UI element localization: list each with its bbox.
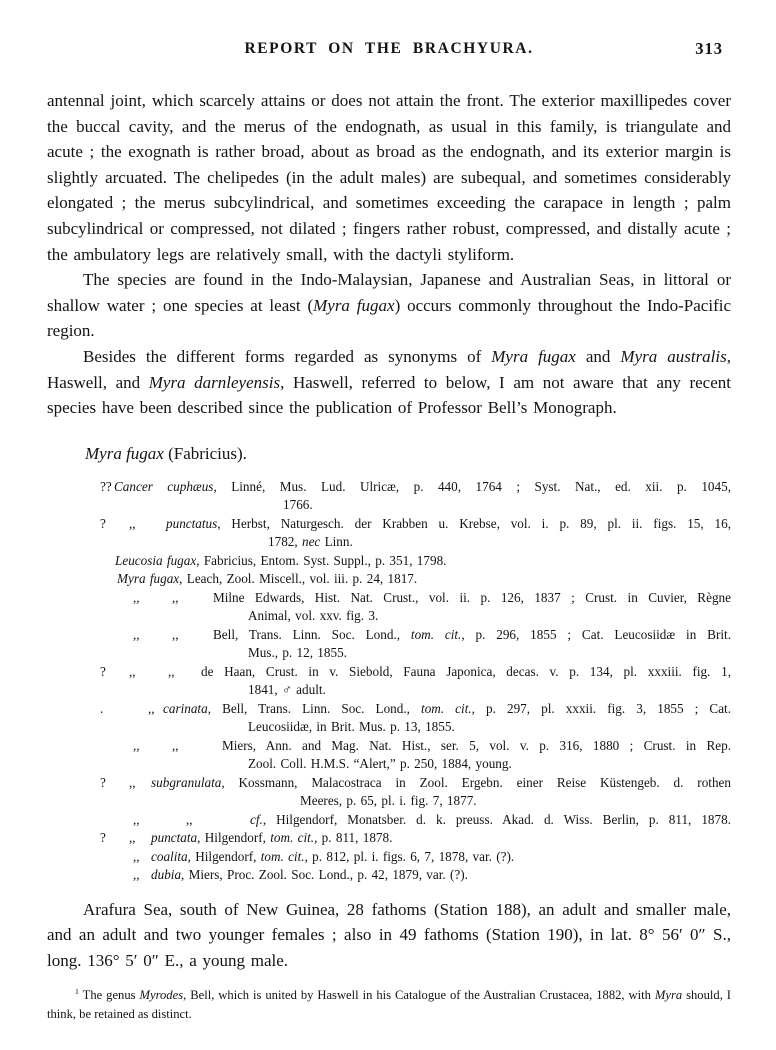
text-run: Myra fugax	[313, 295, 395, 315]
text-run: dubia	[151, 867, 182, 883]
synonymy-line	[100, 811, 731, 830]
text-run: , Bell, which is united by Haswell in his Catalogue of the Australian Crustacea, 1882, with	[183, 987, 655, 1002]
synonymy-line	[100, 570, 731, 589]
synonymy-line	[100, 607, 731, 626]
text-run: ?	[100, 515, 106, 531]
text-run: ?	[100, 774, 106, 790]
text-run: ,,	[133, 589, 140, 605]
paragraph-morphology	[47, 88, 731, 267]
text-run: ,,	[172, 737, 179, 753]
text-run: Leucosia fugax	[115, 552, 197, 568]
page-number: 313	[695, 39, 723, 58]
text-run: ,,	[129, 663, 136, 679]
text-run: , Hilgendorf, Monatsber. d. k. preuss. Akad. d. Wiss. Berlin, p. 811, 1878.	[262, 811, 731, 827]
text-run: , Kossmann, Malacostraca in Zool. Ergebn. einer Reise Küstengeb. d. rothen	[221, 774, 731, 790]
text-run: Myra fugax	[85, 443, 164, 463]
text-run: 1766.	[283, 497, 313, 513]
text-run: , p. 811, 1878.	[314, 830, 393, 846]
text-run: Myra australis	[620, 346, 727, 366]
synonymy-line	[100, 700, 731, 719]
text-run: Milne Edwards, Hist. Nat. Crust., vol. ii. p. 126, 1837 ; Crust. in Cuvier, Règne	[213, 589, 731, 605]
synonymy-line	[100, 681, 731, 700]
locality-paragraph	[47, 897, 731, 974]
page-header	[47, 40, 731, 62]
text-run: Myra fugax	[491, 346, 576, 366]
text-run: Bell, Trans. Linn. Soc. Lond.,	[213, 626, 411, 642]
text-run: .	[100, 700, 104, 716]
page-body	[47, 88, 731, 1024]
synonymy-line	[100, 626, 731, 645]
text-run: Meeres, p. 65, pl. i. fig. 7, 1877.	[300, 793, 477, 809]
text-run: (Fabricius).	[163, 443, 247, 463]
text-run: tom. cit.	[421, 700, 472, 716]
synonymy-line	[100, 755, 731, 774]
text-run: Cancer cuphæus	[114, 478, 214, 494]
text-run: ?	[100, 830, 106, 846]
synonymy-line	[100, 737, 731, 756]
text-run: de Haan, Crust. in v. Siebold, Fauna Japonica, decas. v. p. 134, pl. xxxiii. fig. 1,	[201, 663, 731, 679]
text-run: coalita	[151, 848, 188, 864]
text-run: ,,	[133, 848, 140, 864]
text-run: , p. 296, 1855 ; Cat. Leucosiidæ in Brit.	[461, 626, 731, 642]
synonymy-line	[100, 774, 731, 793]
text-run: ?	[100, 663, 106, 679]
text-run: , Linné, Mus. Lud. Ulricæ, p. 440, 1764 ; Syst. Nat., ed. xii. p. 1045,	[213, 478, 731, 494]
paragraph-distribution	[47, 267, 731, 344]
text-run: Myra darnleyensis	[148, 372, 281, 392]
text-run: Myrodes	[139, 987, 184, 1002]
text-run: subgranulata	[151, 774, 222, 790]
text-run: punctatus	[166, 515, 218, 531]
text-run: ??	[100, 478, 112, 494]
text-run: , p. 812, pl. i. figs. 6, 7, 1878, var. (?).	[304, 848, 515, 864]
text-run: tom. cit.	[270, 830, 315, 846]
text-run: punctata	[151, 830, 198, 846]
text-run: ,,	[129, 830, 136, 846]
text-run: ,,	[133, 626, 140, 642]
text-run: 1782,	[268, 534, 302, 550]
text-run: ,,	[172, 589, 179, 605]
text-run: Arafura Sea, south of New Guinea, 28 fathoms (Station 188), an adult and smaller male, and an adult and two younger females ; also in 49 fathoms (Station 190), in lat. 8° 56′ 0″ S., long. 136° 5′ 0″ E., a young male.	[47, 899, 731, 970]
text-run: antennal joint, which scarcely attains or does not attain the front. The exterior maxillipedes cover the buccal cavity, and the merus of the endognath, as usual in this family, is triangulate and acute ; the exognath is rather broad, about as broad as the endognath, and its exterior margin is slightly arcuated. The chelipedes (in the adult males) are subequal, and sometimes considerably elongated ; the merus subcylindrical, and sometimes exceeding the carapace in length ; palm subcylindrical or compressed, not dilated ; fingers rather robust, compressed, and distally acute ; the ambulatory legs are relatively small, with the dactyli styliform.	[47, 91, 731, 264]
text-run: ,,	[133, 737, 140, 753]
species-heading	[85, 443, 731, 465]
text-run: , Hilgendorf,	[197, 830, 271, 846]
text-run: , Hilgendorf,	[187, 848, 261, 864]
text-run: nec	[301, 534, 321, 550]
text-run: ,,	[129, 515, 136, 531]
synonymy-list	[100, 478, 731, 885]
synonymy-line	[100, 663, 731, 682]
text-run: ,,	[133, 811, 140, 827]
text-run: Myra fugax	[117, 571, 180, 587]
paragraph-synonyms-note	[47, 344, 731, 421]
text-run: ,,	[129, 774, 136, 790]
text-run: , Herbst, Naturgesch. der Krabben u. Krebse, vol. i. p. 89, pl. ii. figs. 15, 16,	[217, 515, 731, 531]
synonymy-line	[100, 496, 731, 515]
synonymy-line	[100, 478, 731, 497]
synonymy-line	[100, 829, 731, 848]
text-run: , Haswell, referred to below, I am not aware that any recent species have been described since the publication of Professor Bell’s Monograph.	[47, 372, 731, 418]
synonymy-line	[100, 644, 731, 663]
footnote	[47, 986, 731, 1024]
synonymy-line	[100, 552, 731, 571]
text-run: Myra	[654, 987, 683, 1002]
text-run: , Miers, Proc. Zool. Soc. Lond., p. 42, 1879, var. (?).	[181, 867, 468, 883]
text-run: ,,	[186, 811, 193, 827]
text-run: 1841, ♂ adult.	[248, 682, 326, 698]
text-run: , Fabricius, Entom. Syst. Suppl., p. 351, 1798.	[196, 552, 447, 568]
synonymy-line	[100, 718, 731, 737]
text-run: ,,	[133, 867, 140, 883]
text-run: ,,	[148, 700, 155, 716]
text-run: ,,	[168, 663, 175, 679]
text-run: Leucosiidæ, in Brit. Mus. p. 13, 1855.	[248, 719, 455, 735]
synonymy-line	[100, 866, 731, 885]
synonymy-line	[100, 533, 731, 552]
text-run: The genus	[78, 987, 140, 1002]
text-run: 1	[75, 986, 79, 996]
text-run: ,,	[172, 626, 179, 642]
text-run: Mus., p. 12, 1855.	[248, 645, 347, 661]
text-run: and	[575, 346, 621, 366]
text-run: , Bell, Trans. Linn. Soc. Lond.,	[207, 700, 422, 716]
text-run: Linn.	[320, 534, 353, 550]
text-run: Besides the different forms regarded as synonyms of	[83, 346, 492, 366]
text-run: , p. 297, pl. xxxii. fig. 3, 1855 ; Cat.	[471, 700, 732, 716]
text-run: Miers, Ann. and Mag. Nat. Hist., ser. 5, vol. v. p. 316, 1880 ; Crust. in Rep.	[222, 737, 731, 753]
text-run: , Haswell, and	[47, 346, 731, 392]
text-run: Zool. Coll. H.M.S. “Alert,” p. 250, 1884, young.	[248, 756, 512, 772]
text-run: tom. cit.	[410, 626, 462, 642]
text-run: , Leach, Zool. Miscell., vol. iii. p. 24, 1817.	[179, 571, 418, 587]
text-run: cf.	[250, 811, 263, 827]
synonymy-line	[100, 589, 731, 608]
text-run: tom. cit.	[260, 848, 305, 864]
synonymy-line	[100, 848, 731, 867]
synonymy-line	[100, 792, 731, 811]
text-run: Animal, vol. xxv. fig. 3.	[248, 608, 379, 624]
text-run: carinata	[163, 700, 208, 716]
text-run: should, I think, be retained as distinct.	[47, 987, 731, 1021]
synonymy-line	[100, 515, 731, 534]
text-run: The species are found in the Indo-Malaysian, Japanese and Australian Seas, in littoral or shallow water ; one species at least (	[47, 270, 731, 315]
text-run: ) occurs commonly throughout the Indo-Pacific region.	[47, 295, 732, 341]
running-title: REPORT ON THE BRACHYURA.	[244, 40, 534, 57]
